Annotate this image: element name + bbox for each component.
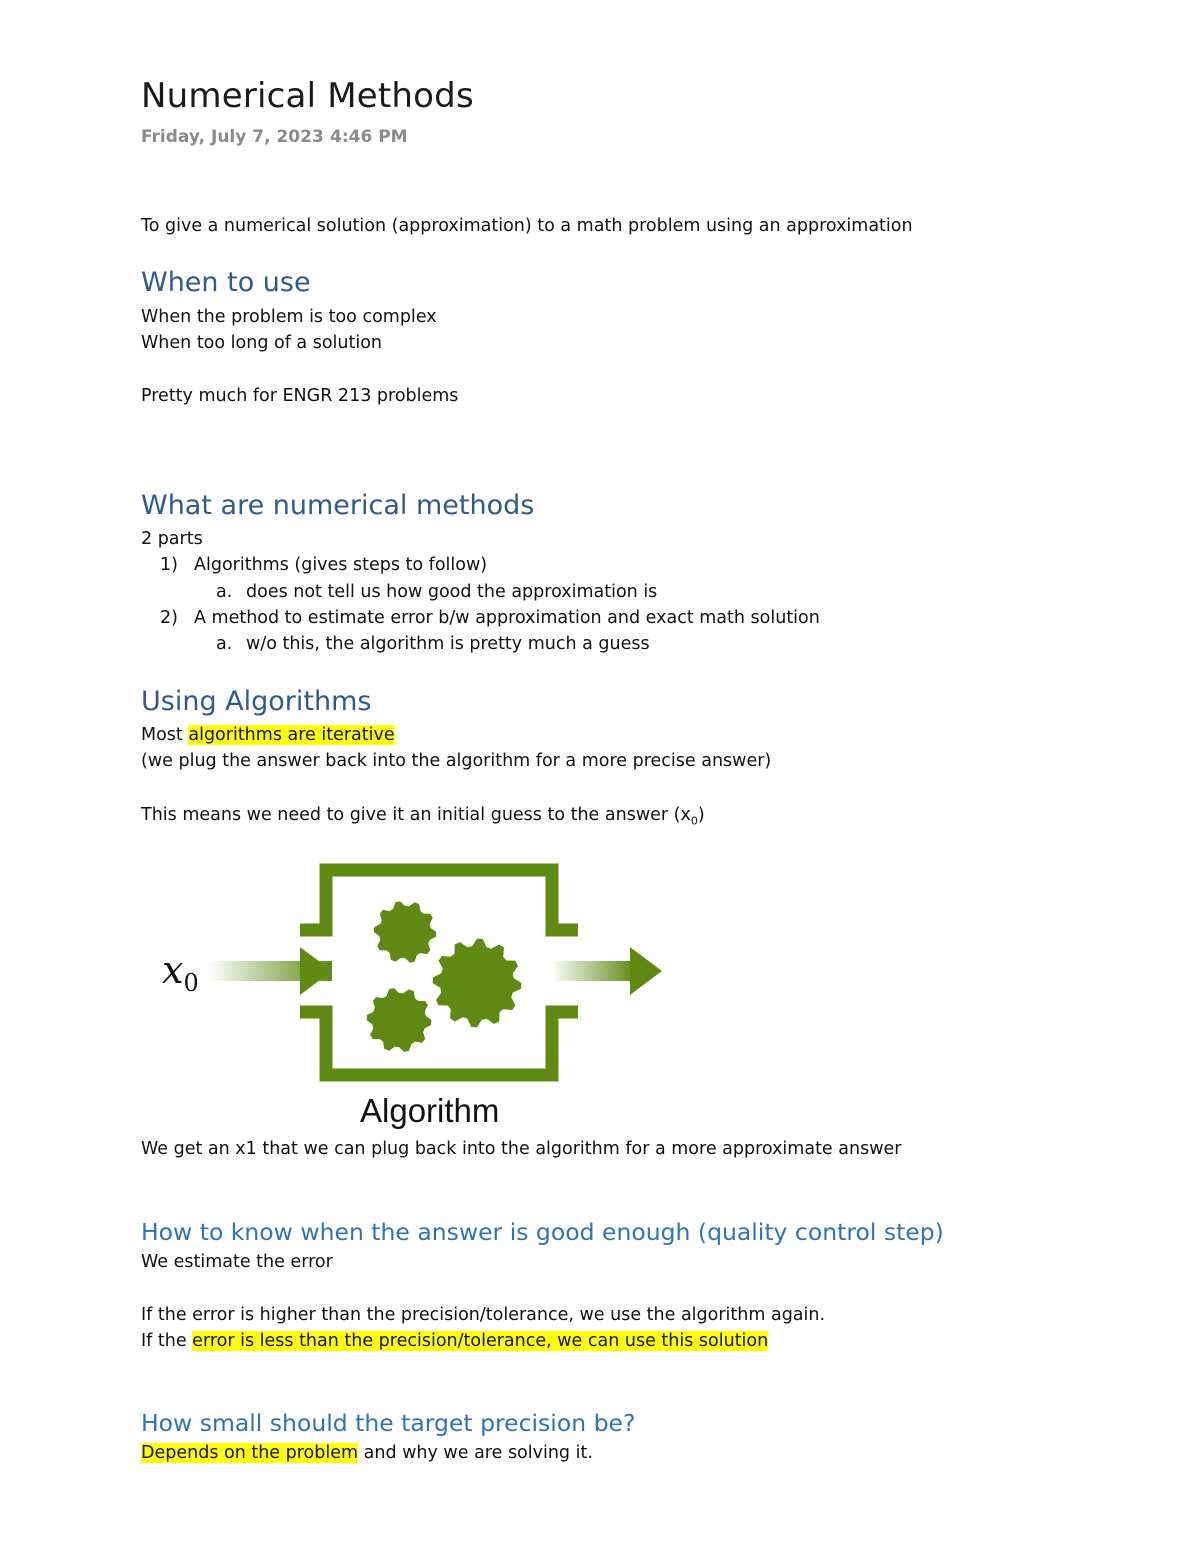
list-number: 2) <box>160 608 178 628</box>
quality-line-1: We estimate the error <box>141 1252 333 1272</box>
list-subitem <box>216 634 650 654</box>
heading-quality-control: How to know when the answer is good enough (quality control step) <box>141 1218 944 1246</box>
list-text: Algorithms (gives steps to follow) <box>194 555 488 575</box>
text-run: This means we need to give it an initial guess to the answer (x <box>141 805 691 825</box>
gear-top-icon <box>374 901 436 963</box>
figure-caption: Algorithm <box>360 1092 500 1129</box>
algorithm-figure <box>150 860 670 1135</box>
list-text: A method to estimate error b/w approximation and exact math solution <box>194 608 820 628</box>
output-arrow-icon <box>555 947 662 995</box>
gear-bottom-icon <box>367 988 432 1052</box>
gears-icon <box>367 901 522 1052</box>
list-number: 1) <box>160 555 178 575</box>
note-date: Friday, July 7, 2023 <box>141 127 324 147</box>
heading-target-precision: How small should the target precision be? <box>141 1409 636 1437</box>
text-run: and why we are solving it. <box>358 1443 593 1463</box>
when-line-2: When too long of a solution <box>141 333 383 353</box>
list-text: does not tell us how good the approximation is <box>246 582 658 602</box>
using-line-1 <box>141 725 395 745</box>
heading-when-to-use: When to use <box>141 267 311 298</box>
subscript: 0 <box>690 814 698 828</box>
using-line-2: (we plug the answer back into the algorithm for a more precise answer) <box>141 751 772 771</box>
page-title: Numerical Methods <box>141 76 474 116</box>
algorithm-frame <box>300 870 578 1075</box>
what-intro: 2 parts <box>141 529 203 549</box>
quality-line-2: If the error is higher than the precision/tolerance, we use the algorithm again. <box>141 1305 826 1325</box>
text-run: ) <box>697 805 705 825</box>
highlighted-text: Depends on the problem <box>141 1443 359 1463</box>
after-figure-text: We get an x1 that we can plug back into the algorithm for a more approximate answer <box>141 1139 902 1159</box>
input-arrow-icon <box>208 947 332 995</box>
list-letter: a. <box>216 582 233 602</box>
text-run: If the <box>141 1331 193 1351</box>
input-symbol: $x_0$ <box>162 948 199 997</box>
when-line-3: Pretty much for ENGR 213 problems <box>141 386 459 406</box>
using-line-3 <box>141 805 705 828</box>
list-item <box>160 608 820 628</box>
highlighted-text: algorithms are iterative <box>188 725 395 745</box>
text-run: Most <box>141 725 189 745</box>
note-time: 4:46 PM <box>330 127 408 147</box>
heading-what-are: What are numerical methods <box>141 490 535 521</box>
precision-line <box>141 1443 593 1463</box>
when-line-1: When the problem is too complex <box>141 307 437 327</box>
quality-line-3 <box>141 1331 768 1351</box>
heading-using-algorithms: Using Algorithms <box>141 686 372 717</box>
intro-text: To give a numerical solution (approximation) to a math problem using an approximation <box>141 216 913 236</box>
list-subitem <box>216 582 657 602</box>
gear-large-icon <box>433 939 522 1028</box>
list-item <box>160 555 487 575</box>
list-letter: a. <box>216 634 233 654</box>
list-text: w/o this, the algorithm is pretty much a guess <box>246 634 650 654</box>
highlighted-text: error is less than the precision/tolerance, we can use this solution <box>192 1331 769 1351</box>
